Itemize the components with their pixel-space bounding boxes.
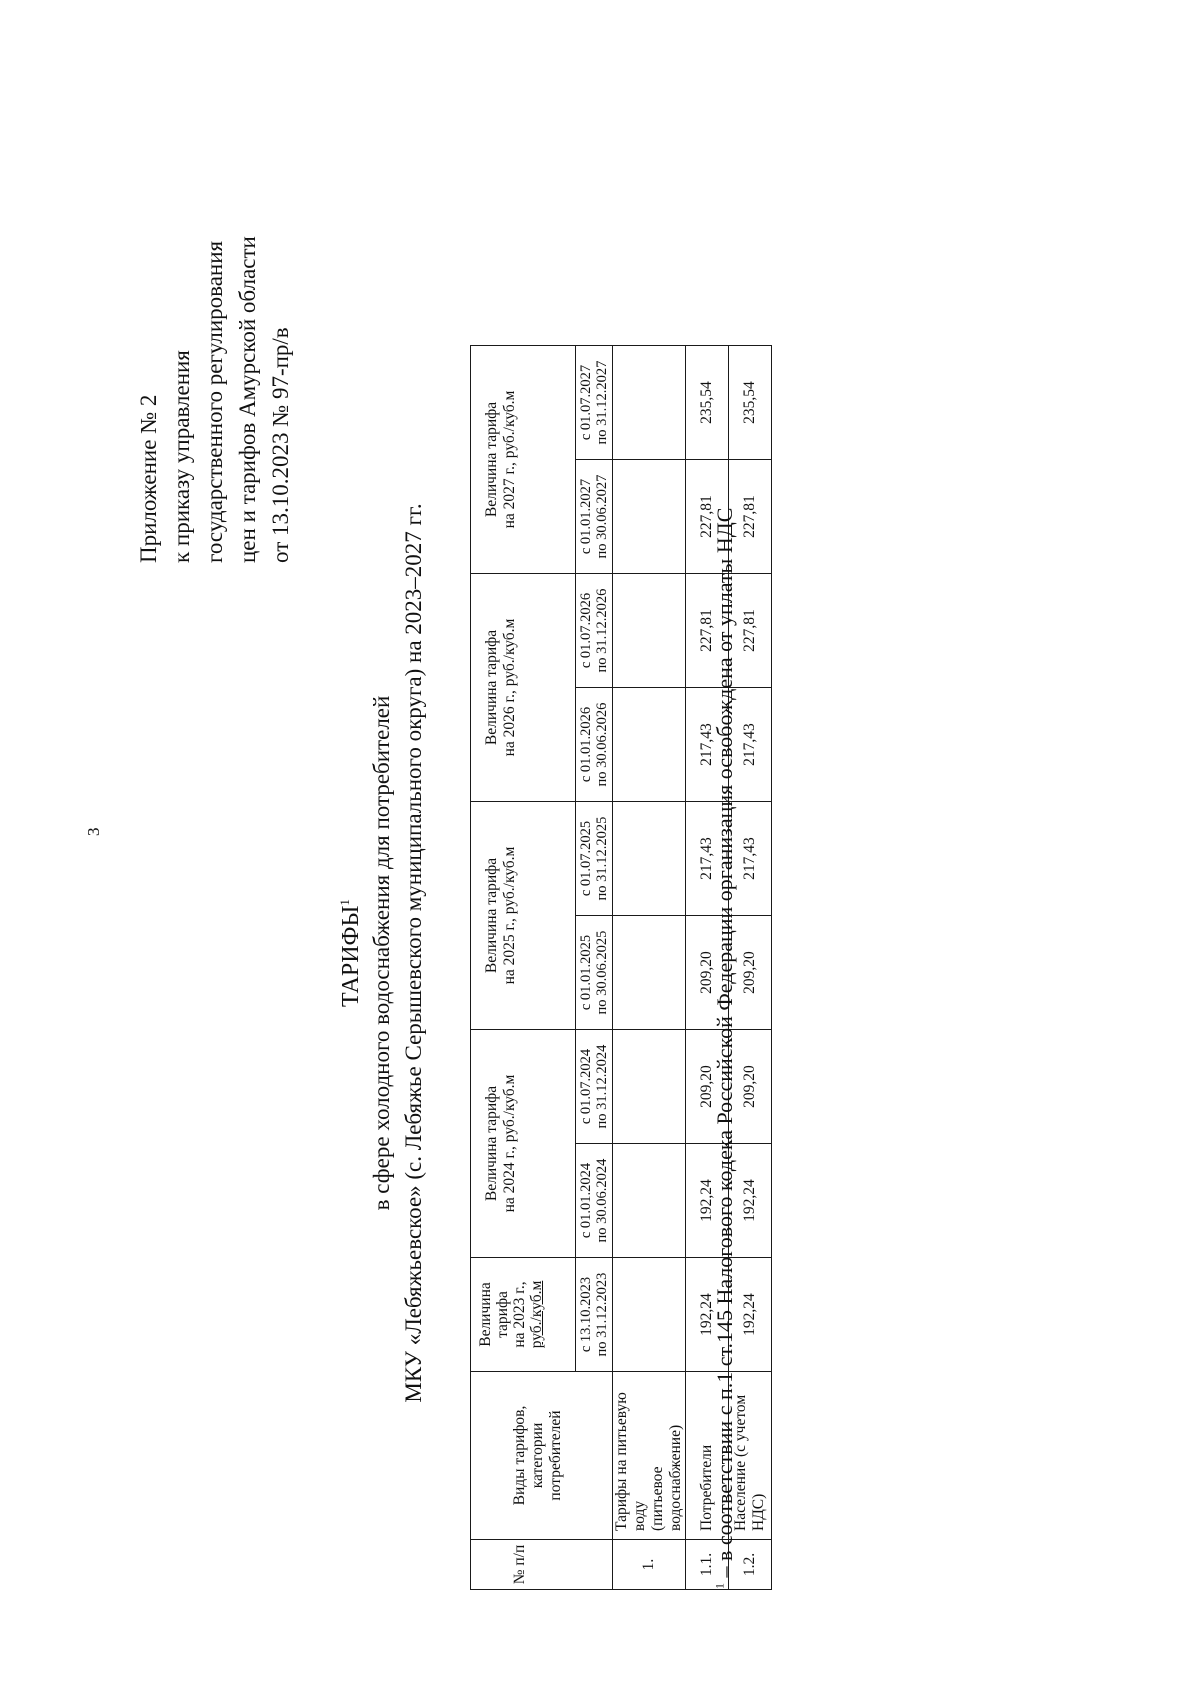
period-cell: с 01.07.2026 по 31.12.2026 — [576, 574, 613, 688]
value-cell: 209,20 — [686, 916, 729, 1030]
title-subtitle-organization: МКУ «Лебяжьевское» (с. Лебяжье Серышевского муниципального округа) на 2023–2027 гг. — [401, 503, 426, 1403]
title-footnote-mark: 1 — [337, 899, 352, 906]
value-cell — [613, 574, 686, 688]
value-cell — [613, 346, 686, 460]
table-row — [613, 346, 686, 1590]
row-label: Тарифы на питьевую воду (питьевое водоснабжение) — [613, 1372, 686, 1540]
value-cell — [613, 1144, 686, 1258]
value-cell — [613, 916, 686, 1030]
header-year-2027: Величина тарифа на 2027 г., руб./куб.м — [471, 346, 576, 574]
value-cell — [613, 1258, 686, 1372]
period-cell: с 01.07.2027 по 31.12.2027 — [576, 346, 613, 460]
period-cell: с 01.01.2026 по 30.06.2026 — [576, 688, 613, 802]
value-cell: 227,81 — [686, 574, 729, 688]
row-label: Население (с учетом НДС) — [729, 1372, 772, 1540]
value-cell: 192,24 — [729, 1258, 772, 1372]
period-cell: с 01.01.2027 по 30.06.2027 — [576, 460, 613, 574]
value-cell: 192,24 — [686, 1258, 729, 1372]
value-cell: 209,20 — [686, 1030, 729, 1144]
footnote — [712, 508, 738, 1589]
footnote-text: – в соответствии с п.1 ст.145 Налогового кодека Российской Федерации организация освобождена от уплаты НДС — [712, 507, 737, 1583]
value-cell: 192,24 — [686, 1144, 729, 1258]
header-year-2025: Величина тарифа на 2025 г., руб./куб.м — [471, 802, 576, 1030]
value-cell: 217,43 — [686, 802, 729, 916]
row-num: 1.2. — [729, 1540, 772, 1590]
value-cell — [613, 460, 686, 574]
appendix-block — [132, 236, 297, 563]
period-cell: с 01.01.2025 по 30.06.2025 — [576, 916, 613, 1030]
page-number: 3 — [84, 827, 103, 836]
document-title — [330, 403, 366, 1503]
header-tariff-type: Виды тарифов, категории потребителей — [471, 1372, 613, 1540]
title-block — [330, 403, 430, 1503]
value-cell: 227,81 — [686, 460, 729, 574]
value-cell: 217,43 — [729, 802, 772, 916]
value-cell: 235,54 — [686, 346, 729, 460]
value-cell — [613, 688, 686, 802]
header-year-2024: Величина тарифа на 2024 г., руб./куб.м — [471, 1030, 576, 1258]
header-year-2023: Величина тарифа на 2023 г., руб./куб.м — [471, 1258, 576, 1372]
row-label: Потребители — [686, 1372, 729, 1540]
title-heading: ТАРИФЫ — [338, 905, 364, 1007]
value-cell: 227,81 — [729, 460, 772, 574]
header-num: № п/п — [471, 1540, 613, 1590]
row-num: 1. — [613, 1540, 686, 1590]
value-cell — [613, 1030, 686, 1144]
footnote-mark: 1 — [712, 1583, 727, 1589]
appendix-line: от 13.10.2023 № 97-пр/в — [268, 327, 293, 563]
period-cell: с 01.07.2025 по 31.12.2025 — [576, 802, 613, 916]
value-cell: 217,43 — [686, 688, 729, 802]
appendix-line: Приложение № 2 — [136, 394, 161, 563]
value-cell: 235,54 — [729, 346, 772, 460]
period-cell: с 13.10.2023 по 31.12.2023 — [576, 1258, 613, 1372]
value-cell — [613, 802, 686, 916]
header-year-2026: Величина тарифа на 2026 г., руб./куб.м — [471, 574, 576, 802]
value-cell: 209,20 — [729, 916, 772, 1030]
row-num: 1.1. — [686, 1540, 729, 1590]
appendix-line: к приказу управления — [169, 350, 194, 563]
appendix-line: цен и тарифов Амурской области — [235, 236, 260, 563]
value-cell: 209,20 — [729, 1030, 772, 1144]
period-cell: с 01.07.2024 по 31.12.2024 — [576, 1030, 613, 1144]
value-cell: 227,81 — [729, 574, 772, 688]
value-cell: 217,43 — [729, 688, 772, 802]
table-header-row — [471, 346, 576, 1590]
period-cell: с 01.01.2024 по 30.06.2024 — [576, 1144, 613, 1258]
value-cell: 192,24 — [729, 1144, 772, 1258]
title-subtitle: в сфере холодного водоснабжения для потребителей — [369, 695, 394, 1211]
appendix-line: государственного регулирования — [202, 240, 227, 563]
